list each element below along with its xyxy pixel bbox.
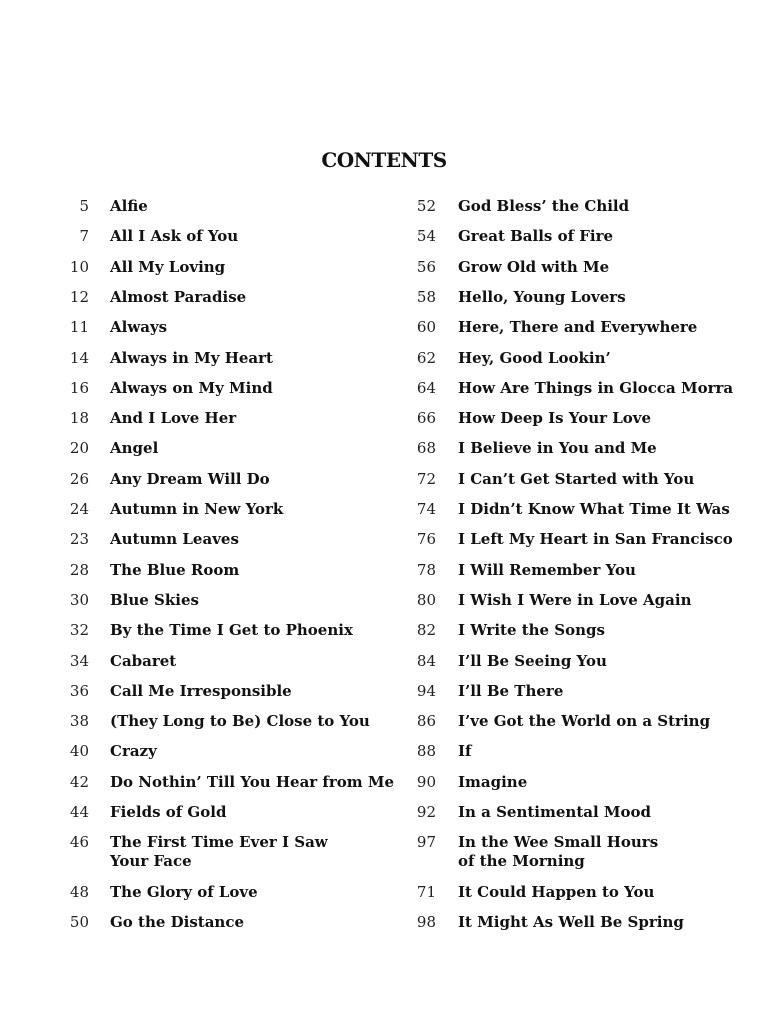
toc-song-title-line: I Left My Heart in San Francisco bbox=[458, 530, 733, 549]
toc-song-title bbox=[458, 712, 710, 731]
toc-song-title-line: By the Time I Get to Phoenix bbox=[110, 621, 353, 640]
toc-page-number: 32 bbox=[69, 621, 89, 640]
toc-song-title-line: I Didn’t Know What Time It Was bbox=[458, 500, 730, 518]
toc-song-title-line: Always in My Heart bbox=[110, 348, 273, 367]
toc-song-title-line: Imagine bbox=[458, 772, 528, 791]
toc-page-number: 20 bbox=[69, 439, 89, 458]
toc-page-number: 16 bbox=[69, 378, 89, 397]
toc-page-number: 88 bbox=[416, 742, 436, 761]
toc-page-number: 90 bbox=[416, 772, 436, 791]
toc-page-number: 80 bbox=[416, 590, 436, 609]
toc-song-title bbox=[458, 652, 607, 671]
toc-page-number: 76 bbox=[416, 530, 436, 549]
toc-song-title bbox=[458, 682, 563, 701]
toc-song-title bbox=[458, 318, 697, 337]
toc-song-title-line: Any Dream Will Do bbox=[110, 469, 270, 488]
toc-song-title-line: I’ll Be Seeing You bbox=[458, 651, 607, 670]
toc-song-title bbox=[458, 773, 527, 792]
toc-song-title-line: The Glory of Love bbox=[110, 882, 258, 901]
toc-song-title bbox=[110, 288, 246, 307]
toc-page-number: 28 bbox=[69, 560, 89, 579]
toc-song-title bbox=[458, 379, 733, 398]
toc-song-title bbox=[110, 682, 292, 701]
toc-song-title bbox=[110, 712, 370, 731]
toc-song-title bbox=[110, 833, 328, 871]
toc-page-number: 18 bbox=[69, 409, 89, 428]
toc-page-number: 34 bbox=[69, 651, 89, 670]
toc-song-title bbox=[458, 742, 471, 761]
toc-song-title-line: God Bless’ the Child bbox=[458, 197, 630, 215]
toc-song-title-line: How Deep Is Your Love bbox=[458, 409, 652, 428]
toc-page-number: 24 bbox=[69, 500, 89, 518]
toc-page-number: 72 bbox=[416, 469, 436, 488]
toc-song-title-line: All I Ask of You bbox=[110, 227, 239, 246]
toc-song-title bbox=[110, 530, 239, 549]
toc-song-title bbox=[458, 883, 654, 902]
toc-song-title-line: Almost Paradise bbox=[110, 287, 247, 306]
toc-song-title bbox=[110, 379, 273, 398]
toc-song-title bbox=[110, 197, 148, 216]
toc-page-number: 94 bbox=[416, 681, 436, 700]
toc-song-title-line: All My Loving bbox=[110, 257, 226, 276]
toc-song-title-line: Great Balls of Fire bbox=[458, 227, 614, 246]
toc-song-title-line: Hey, Good Lookin’ bbox=[458, 348, 611, 367]
toc-song-title-line: Angel bbox=[110, 439, 159, 458]
toc-song-title-line: Go the Distance bbox=[110, 912, 245, 931]
toc-song-title bbox=[458, 470, 694, 489]
toc-song-title-line: Autumn Leaves bbox=[110, 530, 239, 549]
toc-page-number: 46 bbox=[69, 833, 89, 852]
toc-song-title bbox=[110, 439, 158, 458]
toc-song-title-line: Always on My Mind bbox=[110, 378, 273, 397]
toc-song-title-line: It Might As Well Be Spring bbox=[458, 912, 684, 931]
toc-song-title bbox=[458, 197, 629, 216]
toc-page-number: 82 bbox=[416, 621, 436, 640]
toc-song-title-line: If bbox=[458, 742, 472, 761]
toc-page-number: 30 bbox=[69, 590, 89, 609]
toc-page-number: 48 bbox=[69, 882, 89, 901]
toc-song-title bbox=[458, 288, 626, 307]
toc-page-number: 98 bbox=[416, 912, 436, 931]
toc-song-title bbox=[110, 500, 283, 519]
toc-song-title-line: Cabaret bbox=[110, 651, 177, 670]
toc-song-title-line: In the Wee Small Hours bbox=[458, 833, 659, 852]
toc-page-number: 54 bbox=[416, 227, 436, 246]
toc-song-title bbox=[458, 913, 684, 932]
toc-song-title bbox=[458, 500, 730, 519]
toc-page-number: 40 bbox=[69, 742, 89, 761]
toc-song-title-line: And I Love Her bbox=[110, 409, 237, 428]
toc-page-number: 11 bbox=[69, 318, 89, 337]
toc-song-title-line: Blue Skies bbox=[110, 590, 199, 609]
toc-song-title bbox=[458, 409, 651, 428]
toc-song-title bbox=[110, 349, 273, 368]
toc-song-title-line: How Are Things in Glocca Morra bbox=[458, 378, 734, 397]
toc-page-number: 60 bbox=[416, 318, 436, 337]
toc-song-title bbox=[110, 227, 238, 246]
toc-page-number: 86 bbox=[416, 712, 436, 731]
toc-page-number: 7 bbox=[79, 227, 89, 246]
toc-song-title-line: I Write the Songs bbox=[458, 621, 605, 640]
toc-song-title-line: It Could Happen to You bbox=[458, 882, 655, 901]
toc-song-title-line: The Blue Room bbox=[110, 560, 240, 579]
toc-page-number: 97 bbox=[416, 833, 436, 852]
toc-song-title-line: Hello, Young Lovers bbox=[458, 287, 626, 306]
toc-page-number: 23 bbox=[69, 530, 89, 549]
toc-song-title-line: Grow Old with Me bbox=[458, 257, 610, 276]
toc-song-title bbox=[458, 561, 636, 580]
toc-song-title bbox=[458, 530, 733, 549]
toc-song-title-line: In a Sentimental Mood bbox=[458, 803, 651, 821]
toc-song-title bbox=[458, 439, 657, 458]
page-title: CONTENTS bbox=[321, 148, 447, 172]
toc-song-title-line: Here, There and Everywhere bbox=[458, 318, 698, 337]
toc-song-title-line: I Believe in You and Me bbox=[458, 439, 657, 458]
toc-page-number: 84 bbox=[416, 651, 436, 670]
toc-song-title-line2: of the Morning bbox=[458, 852, 585, 871]
toc-song-title-line: Crazy bbox=[110, 742, 157, 761]
toc-page-number: 71 bbox=[416, 882, 436, 901]
toc-page-number: 62 bbox=[416, 348, 436, 367]
toc-song-title-line: Call Me Irresponsible bbox=[110, 681, 292, 700]
toc-page-number: 5 bbox=[79, 197, 89, 215]
toc-page-number: 66 bbox=[416, 409, 436, 428]
toc-page-number: 12 bbox=[69, 287, 89, 306]
toc-page-number: 14 bbox=[69, 348, 89, 367]
toc-song-title-line: Fields of Gold bbox=[110, 803, 227, 821]
toc-song-title bbox=[110, 652, 176, 671]
toc-song-title-line: I Wish I Were in Love Again bbox=[458, 590, 692, 609]
toc-song-title bbox=[110, 742, 157, 761]
toc-page-number: 42 bbox=[69, 772, 89, 791]
toc-page-number: 26 bbox=[69, 469, 89, 488]
toc-song-title-line: I’ve Got the World on a String bbox=[458, 712, 711, 731]
toc-song-title-line: Always bbox=[110, 318, 168, 337]
toc-page-number: 58 bbox=[416, 287, 436, 306]
toc-song-title-line: I’ll Be There bbox=[458, 681, 564, 700]
toc-song-title-line: Alfie bbox=[110, 197, 148, 215]
toc-song-title-line: Autumn in New York bbox=[110, 500, 284, 518]
toc-page-number: 68 bbox=[416, 439, 436, 458]
toc-song-title bbox=[458, 349, 611, 368]
toc-song-title-line: I Can’t Get Started with You bbox=[458, 469, 695, 488]
toc-song-title bbox=[458, 621, 605, 640]
toc-song-title bbox=[458, 591, 691, 610]
toc-song-title-line: (They Long to Be) Close to You bbox=[110, 712, 370, 731]
toc-page-number: 92 bbox=[416, 803, 436, 821]
toc-song-title bbox=[110, 803, 226, 822]
toc-song-title-line: The First Time Ever I Saw bbox=[110, 833, 328, 852]
toc-song-title bbox=[110, 318, 167, 337]
toc-song-title-line: Do Nothin’ Till You Hear from Me bbox=[110, 772, 395, 791]
toc-song-title bbox=[110, 621, 353, 640]
toc-song-title-line2: Your Face bbox=[110, 852, 192, 871]
toc-page-number: 52 bbox=[416, 197, 436, 215]
toc-page-number: 44 bbox=[69, 803, 89, 821]
toc-page-number: 10 bbox=[69, 257, 89, 276]
toc-song-title bbox=[458, 227, 613, 246]
toc-page-number: 38 bbox=[69, 712, 89, 731]
toc-song-title bbox=[458, 833, 658, 871]
toc-song-title bbox=[110, 591, 199, 610]
toc-song-title bbox=[458, 258, 609, 277]
toc-song-title bbox=[458, 803, 651, 822]
toc-song-title bbox=[110, 773, 394, 792]
toc-song-title bbox=[110, 883, 258, 902]
toc-page-number: 56 bbox=[416, 257, 436, 276]
toc-song-title bbox=[110, 561, 239, 580]
toc-song-title bbox=[110, 470, 270, 489]
toc-song-title-line: I Will Remember You bbox=[458, 560, 636, 579]
toc-song-title bbox=[110, 913, 244, 932]
toc-page-number: 78 bbox=[416, 560, 436, 579]
toc-page-number: 36 bbox=[69, 681, 89, 700]
toc-page-number: 50 bbox=[69, 912, 89, 931]
toc-page-number: 64 bbox=[416, 378, 436, 397]
toc-song-title bbox=[110, 409, 236, 428]
toc-page-number: 74 bbox=[416, 500, 436, 518]
toc-song-title bbox=[110, 258, 225, 277]
